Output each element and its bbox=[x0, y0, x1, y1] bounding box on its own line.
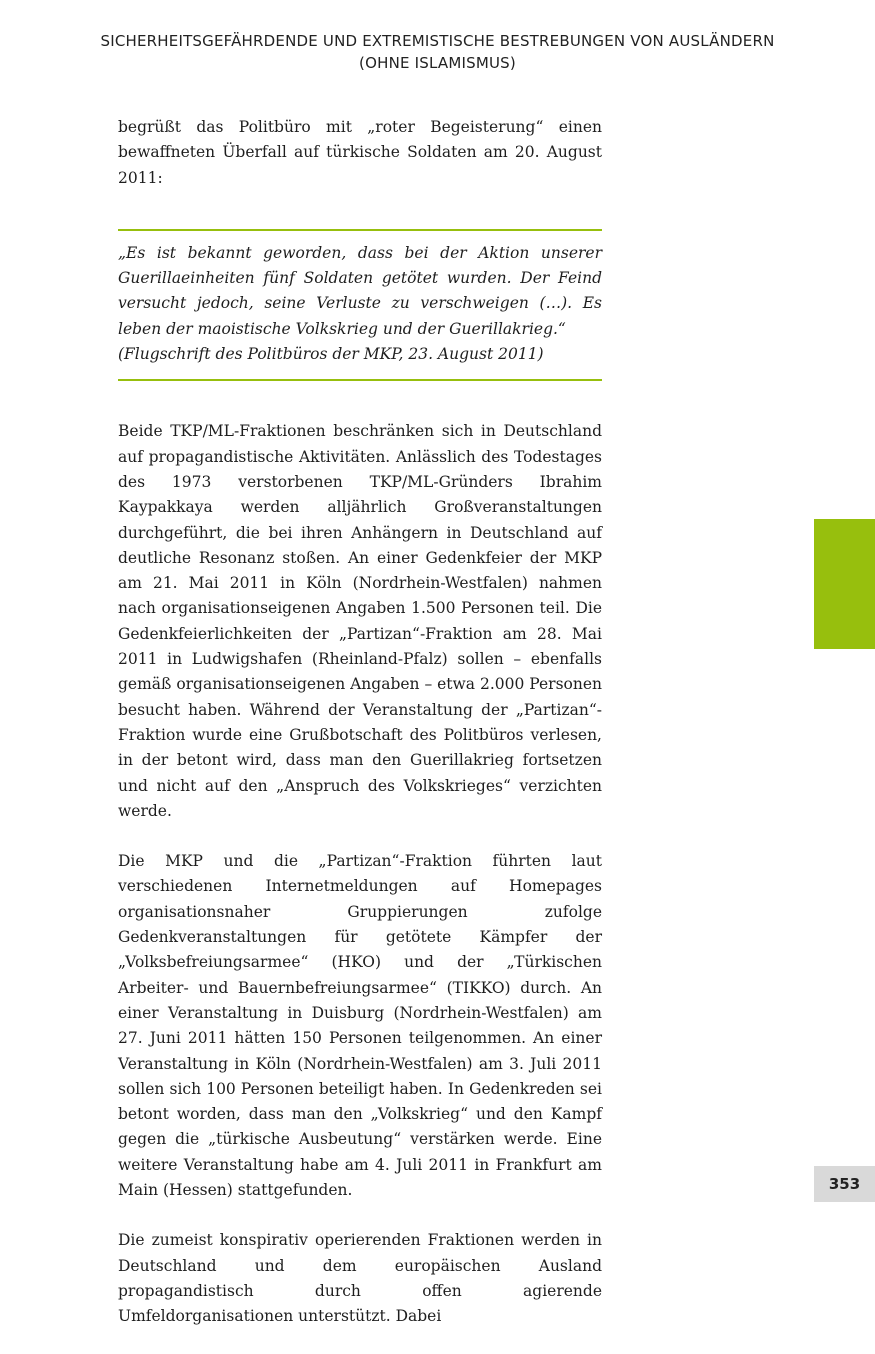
running-header-line-2: (OHNE ISLAMISMUS) bbox=[359, 54, 516, 72]
body-text bbox=[118, 115, 602, 1354]
quote-text: „Es ist bekannt geworden, dass bei der Aktion unserer Guerillaeinheiten fünf Soldaten getötet wurden. Der Feind versucht jedoch, seine Verluste zu verschweigen (…). Es leben der maoistische Volkskrieg und der Guerillakrieg.“ bbox=[118, 243, 602, 338]
chapter-tab-marker bbox=[814, 519, 875, 649]
quote-source: (Flugschrift des Politbüros der MKP, 23. August 2011) bbox=[118, 345, 544, 364]
lead-paragraph: begrüßt das Politbüro mit „roter Begeisterung“ einen bewaffneten Überfall auf türkische Soldaten am 20. August 2011: bbox=[118, 118, 602, 187]
running-header bbox=[0, 30, 875, 74]
running-header-line-1: SICHERHEITSGEFÄHRDENDE UND EXTREMISTISCHE BESTREBUNGEN VON AUSLÄNDERN bbox=[100, 32, 775, 50]
quote-box bbox=[118, 229, 602, 381]
page-number bbox=[814, 1166, 875, 1202]
page-number-label: 353 bbox=[828, 1175, 861, 1193]
paragraph: Die MKP und die „Partizan“-Fraktion führten laut verschiedenen Internetmeldungen auf Homepages organisationsnaher Gruppierungen zufolge Gedenkveranstaltungen für getötete Kämpfer der „Volksbefreiungsarmee“ (HKO) und der „Türkischen Arbeiter- und Bauernbefreiungsarmee“ (TIKKO) durch. An einer Veranstaltung in Duisburg (Nordrhein-Westfalen) am 27. Juni 2011 hätten 150 Personen teilgenommen. An einer Veranstaltung in Köln (Nordrhein-Westfalen) am 3. Juli 2011 sollen sich 100 Personen beteiligt haben. In Gedenkreden sei betont worden, dass man den „Volkskrieg“ und den Kampf gegen die „türkische Ausbeutung“ verstärken werde. Eine weitere Veranstaltung habe am 4. Juli 2011 in Frankfurt am Main (Hessen) stattgefunden. bbox=[118, 852, 602, 1199]
paragraph: Die zumeist konspirativ operierenden Fraktionen werden in Deutschland und dem europäischen Ausland propagandistisch durch offen agierende Umfeldorganisationen unterstützt. Dabei bbox=[118, 1231, 602, 1326]
paragraph: Beide TKP/ML-Fraktionen beschränken sich in Deutschland auf propagandistische Aktivitäten. Anlässlich des Todestages des 1973 verstorbenen TKP/ML-Gründers Ibrahim Kaypakkaya werden alljährlich Großveranstaltungen durchgeführt, die bei ihren Anhängern in Deutschland auf deutliche Resonanz stoßen. An einer Gedenkfeier der MKP am 21. Mai 2011 in Köln (Nordrhein-Westfalen) nahmen nach organisationseigenen Angaben 1.500 Personen teil. Die Gedenkfeierlichkeiten der „Partizan“-Fraktion am 28. Mai 2011 in Ludwigshafen (Rheinland-Pfalz) sollen – ebenfalls gemäß organisationseigenen Angaben – etwa 2.000 Personen besucht haben. Während der Veranstaltung der „Partizan“-Fraktion wurde eine Grußbotschaft des Politbüros verlesen, in der betont wird, dass man den Guerillakrieg fortsetzen und nicht auf den „Anspruch des Volkskrieges“ verzichten werde. bbox=[118, 422, 602, 820]
